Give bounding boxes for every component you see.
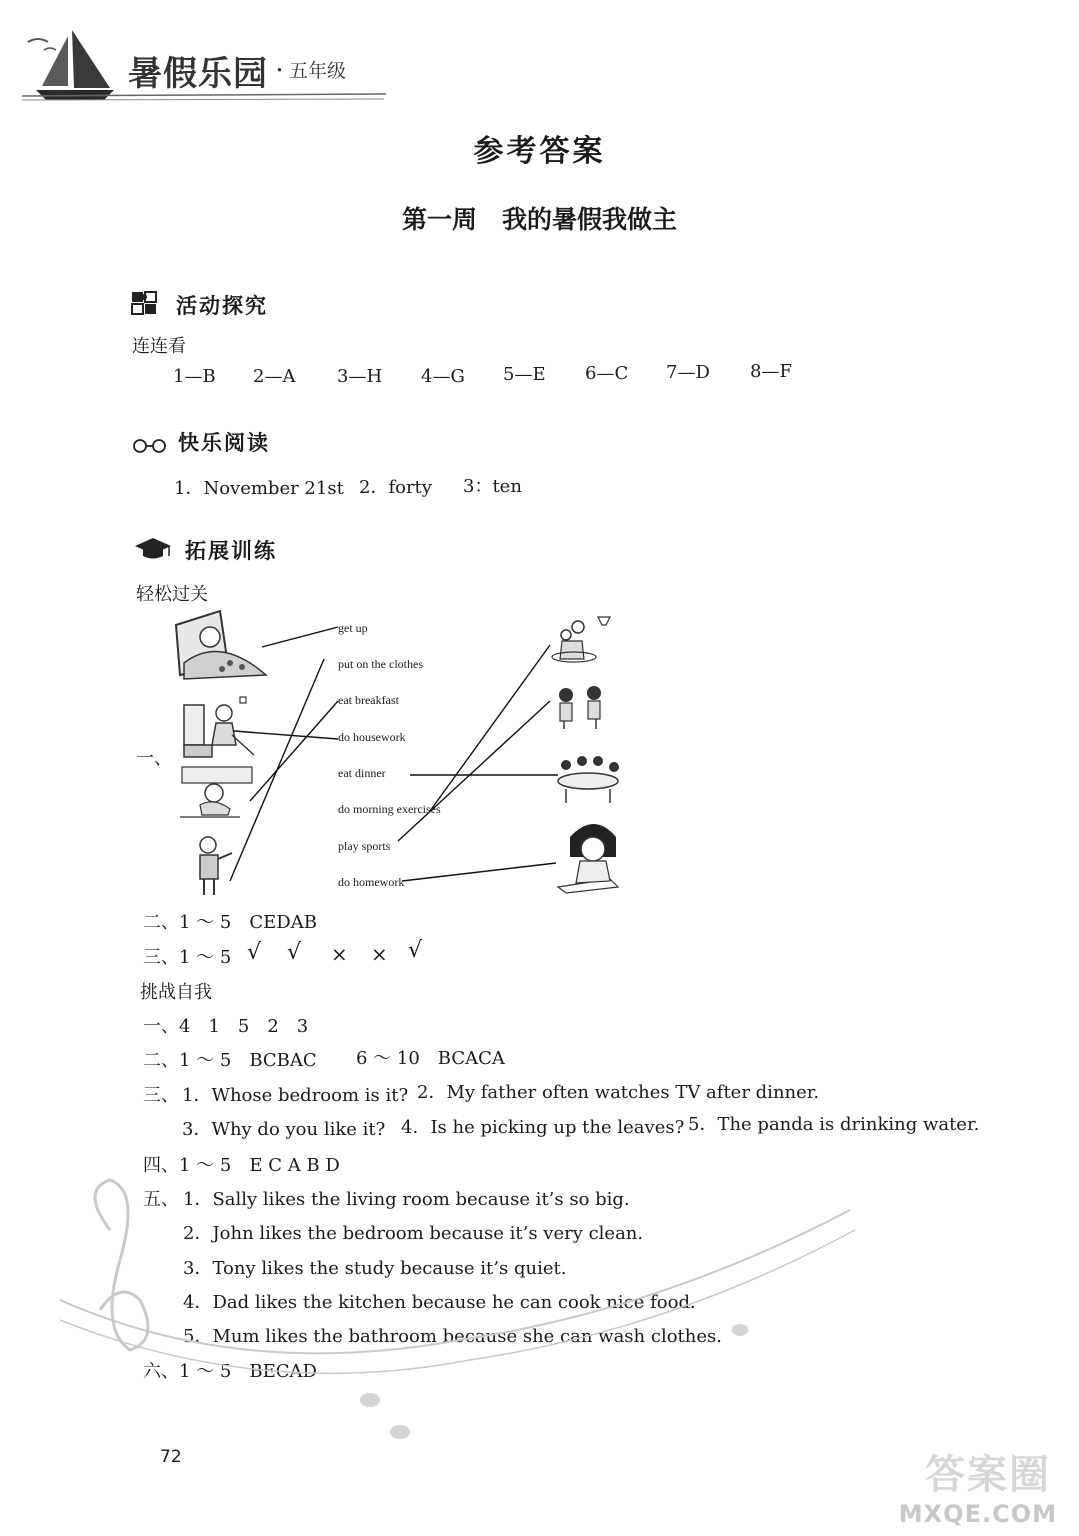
c5-answer-4: 4．Dad likes the kitchen because he can cook nice food. [183, 1292, 696, 1313]
answer-2: 2—A [253, 366, 296, 387]
watermark-logo: 答案圈 [925, 1452, 1051, 1498]
c3-answer-4: 4．Is he picking up the leaves? [401, 1117, 685, 1138]
q3-mark-3: × [331, 942, 348, 966]
answer-7: 7—D [666, 362, 710, 383]
c5-answer-2: 2．John likes the bedroom because it’s very clean. [183, 1223, 644, 1244]
c3-answer-1: 1．Whose bedroom is it? [182, 1085, 409, 1106]
c5-answer-5: 5．Mum likes the bathroom because she can wash clothes. [183, 1326, 722, 1347]
section-title-reading: 快乐阅读 [178, 431, 270, 455]
c3-answer-2: 2．My father often watches TV after dinner. [417, 1082, 820, 1103]
c3-answer-5: 5．The panda is drinking water. [688, 1114, 980, 1135]
answer-6: 6—C [585, 363, 629, 384]
match-label-homework: do homework [338, 875, 405, 889]
section-title-training: 拓展训练 [185, 539, 277, 563]
picture-breakfast-icon [180, 767, 252, 817]
match-label-exercises: do morning exercises [338, 802, 441, 816]
match-label-clothes: put on the clothes [338, 657, 423, 671]
c3-prefix: 三、 [143, 1085, 179, 1106]
answer-4: 4—G [421, 366, 465, 387]
picture-boy-icon [200, 837, 232, 895]
q2-answer: 二、1 ～ 5 CEDAB [143, 912, 317, 933]
q3-prefix: 三、1 ～ 5 [143, 947, 232, 968]
puzzle-icon [130, 288, 160, 316]
c6-answer: 六、1 ～ 5 BECAD [143, 1361, 317, 1382]
match-label-get-up: get up [338, 621, 368, 635]
picture-homework-icon [558, 824, 618, 893]
c3-answer-3: 3．Why do you like it? [182, 1119, 386, 1140]
reading-answer-1: 1．November 21st [174, 478, 344, 499]
match-label-breakfast: eat breakfast [338, 693, 399, 707]
answer-5: 5—E [503, 364, 546, 385]
subtitle-easy-pass: 轻松过关 [136, 584, 208, 605]
header-grade: ・五年级 [270, 60, 347, 82]
matching-illustration [170, 605, 630, 900]
picture-housework-icon [184, 697, 254, 757]
picture-exercise-icon [559, 686, 601, 729]
c5-answer-3: 3．Tony likes the study because it’s quiet. [183, 1258, 567, 1279]
subtitle-matching: 连连看 [132, 336, 186, 357]
graduation-cap-icon [133, 536, 173, 560]
q3-mark-5: √ [408, 938, 423, 963]
match-label-sports: play sports [338, 839, 391, 853]
c2-answer-a: 二、1 ～ 5 BCBAC [143, 1050, 317, 1071]
picture-dinner-icon [558, 756, 619, 803]
match-label-dinner: eat dinner [338, 766, 386, 780]
c2-answer-b: 6 ～ 10 BCACA [356, 1048, 505, 1069]
music-decoration-icon [40, 1170, 870, 1490]
answer-8: 8—F [750, 361, 792, 382]
answer-1: 1—B [173, 366, 216, 387]
q3-mark-1: √ [247, 940, 262, 965]
header-title: 暑假乐园 [128, 54, 268, 94]
q3-mark-4: × [371, 942, 388, 966]
part-one-label: 一、 [136, 748, 172, 769]
c5-answer-1: 1．Sally likes the living room because it’s so big. [183, 1189, 630, 1210]
week-title: 第一周 我的暑假我做主 [401, 205, 677, 234]
watermark-url: MXQE.COM [898, 1500, 1057, 1528]
subtitle-challenge: 挑战自我 [140, 982, 212, 1003]
c4-answer: 四、1 ～ 5 E C A B D [143, 1155, 340, 1176]
glasses-icon [131, 436, 169, 454]
match-label-housework: do housework [338, 730, 406, 744]
section-title-activity: 活动探究 [176, 294, 268, 318]
c1-answer: 一、4 1 5 2 3 [143, 1016, 309, 1037]
c5-prefix: 五、 [143, 1189, 179, 1210]
reading-answer-3: 3：ten [463, 476, 522, 497]
reading-answer-2: 2．forty [359, 477, 432, 498]
page-title: 参考答案 [473, 134, 606, 169]
q3-mark-2: √ [287, 940, 302, 965]
picture-bed-icon [176, 611, 266, 679]
picture-sports-icon [552, 617, 610, 662]
page-number: 72 [160, 1447, 182, 1467]
answer-3: 3—H [337, 366, 383, 387]
